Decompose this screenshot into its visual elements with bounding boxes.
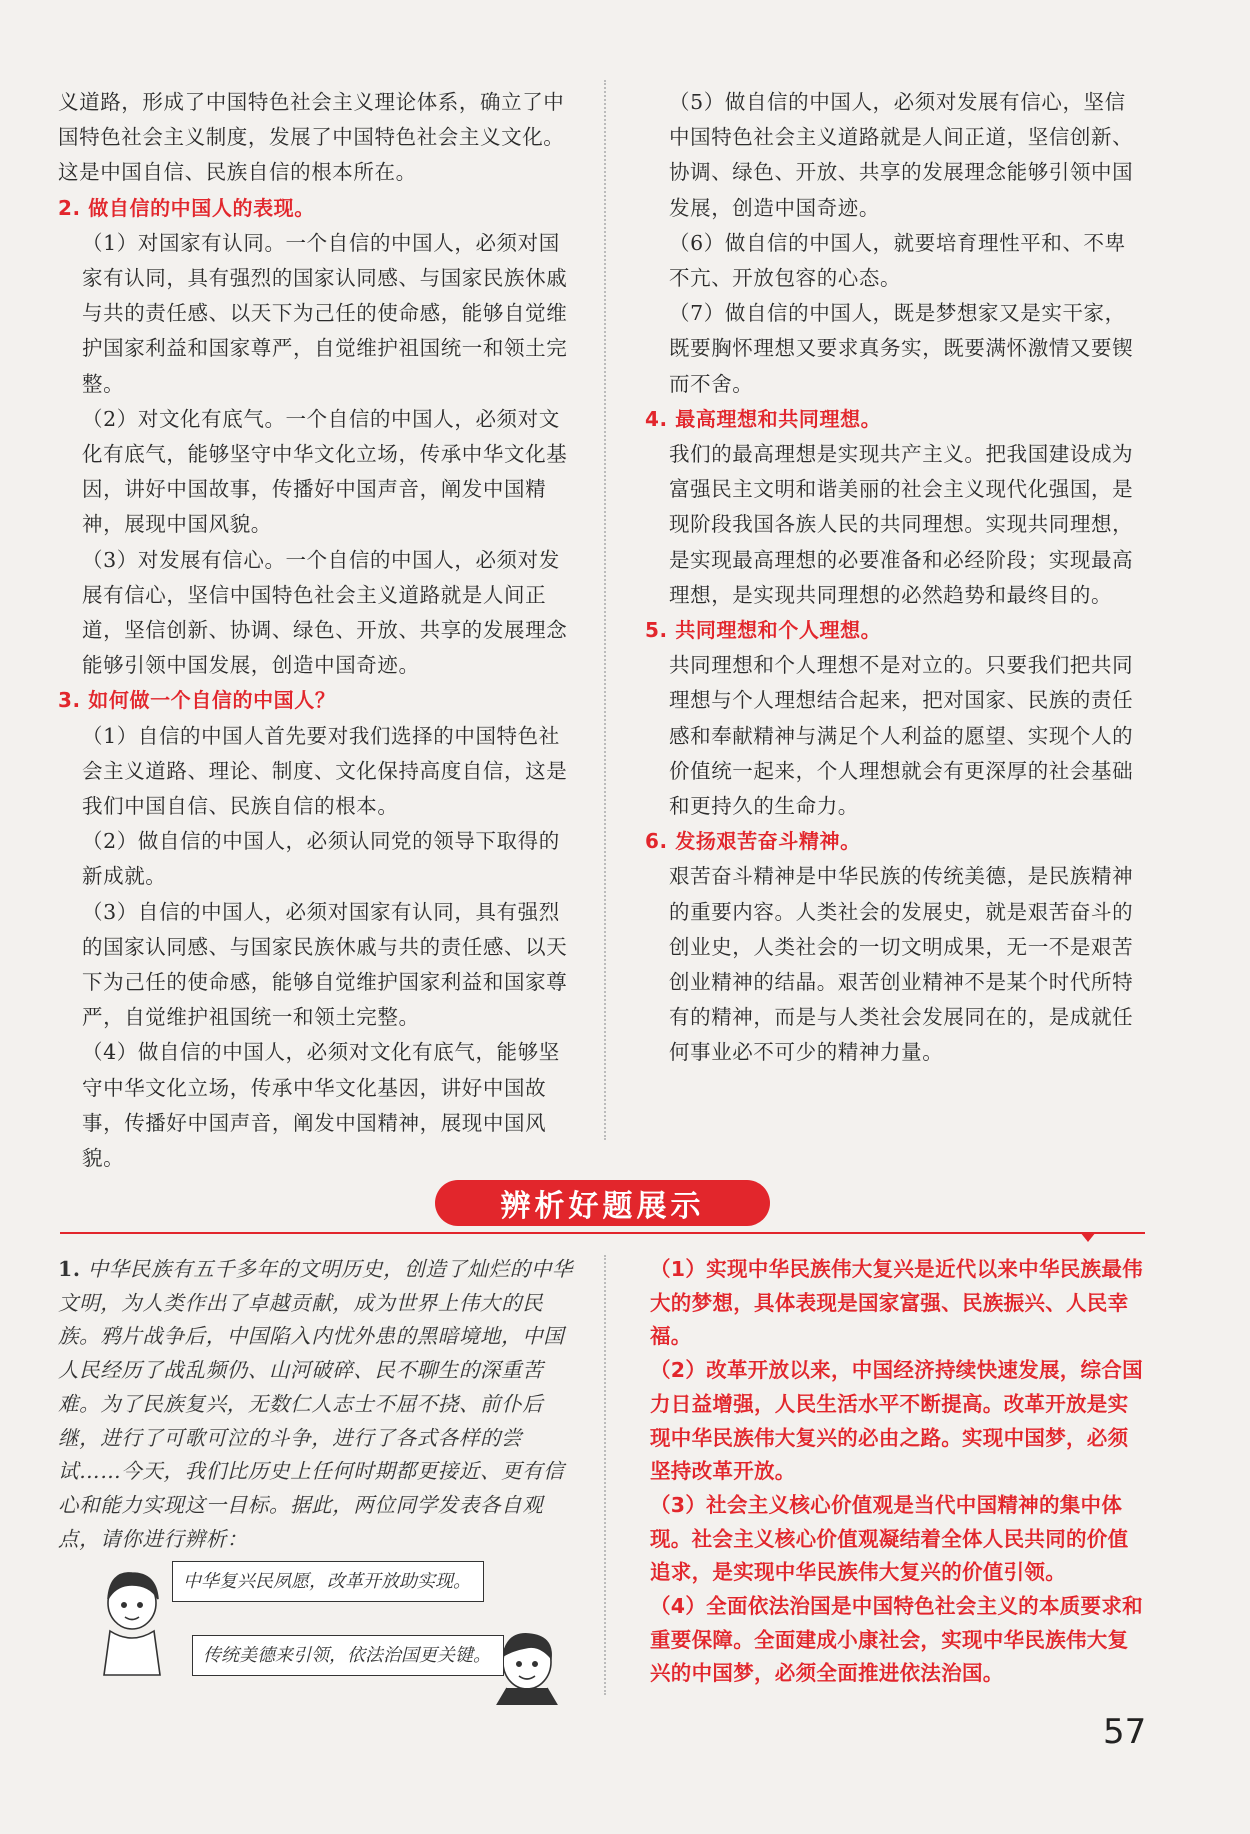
answer-2: （2）改革开放以来，中国经济持续快速发展，综合国力日益增强，人民生活水平不断提高。改革开放是实现中华民族伟大复兴的必由之路。实现中国梦，必须坚持改革开放。 — [650, 1358, 1143, 1484]
answer-3: （3）社会主义核心价值观是当代中国精神的集中体现。社会主义核心价值观凝结着全体人民共同的价值追求，是实现中华民族伟大复兴的价值引领。 — [650, 1492, 1129, 1585]
answer-divider — [604, 1255, 606, 1695]
banner-notch — [1080, 1232, 1096, 1242]
intro-paragraph: 义道路，形成了中国特色社会主义理论体系，确立了中国特色社会主义制度，发展了中国特色社会主义文化。这是中国自信、民族自信的根本所在。 — [58, 90, 565, 185]
heading-6: 6. 发扬艰苦奋斗精神。 — [645, 829, 861, 854]
paragraph-3-7: （7）做自信的中国人，既是梦想家又是实干家，既要胸怀理想又要求真务实，既要满怀激情又要锲而不舍。 — [669, 301, 1134, 396]
question-number: 1. — [58, 1257, 81, 1281]
heading-3: 3. 如何做一个自信的中国人？ — [58, 688, 336, 713]
banner-rule — [60, 1232, 1145, 1234]
paragraph-3-6: （6）做自信的中国人，就要培育理性平和、不卑不亢、开放包容的心态。 — [669, 230, 1126, 291]
section-banner — [60, 1180, 1145, 1235]
paragraph-2-2: （2）对文化有底气。一个自信的中国人，必须对文化有底气，能够坚守中华文化立场，传承中华文化基因，讲好中国故事，传播好中国声音，阐发中国精神，展现中国风貌。 — [82, 406, 568, 537]
paragraph-3-4: （4）做自信的中国人，必须对文化有底气，能够坚守中华文化立场，传承中华文化基因，讲好中国故事，传播好中国声音，阐发中国精神，展现中国风貌。 — [82, 1040, 560, 1171]
paragraph-4: 我们的最高理想是实现共产主义。把我国建设成为富强民主文明和谐美丽的社会主义现代化强国，是现阶段我国各族人民的共同理想。实现共同理想，是实现最高理想的必要准备和必经阶段；实现最高理想，是实现共同理想的必然趋势和最终目的。 — [669, 442, 1134, 607]
discussion-illustration — [100, 1555, 570, 1705]
boy-icon — [497, 1634, 557, 1705]
paragraph-3-2: （2）做自信的中国人，必须认同党的领导下取得的新成就。 — [82, 829, 560, 889]
answer-4: （4）全面依法治国是中国特色社会主义的本质要求和重要保障。全面建成小康社会，实现中华民族伟大复兴的中国梦，必须全面推进依法治国。 — [650, 1594, 1143, 1686]
girl-icon — [104, 1573, 160, 1675]
page-number: 57 — [1103, 1712, 1147, 1752]
heading-5: 5. 共同理想和个人理想。 — [645, 618, 882, 643]
column-divider — [604, 80, 606, 1140]
left-text-column — [58, 85, 580, 1176]
speech-bubble-boy: 传统美德来引领，依法治国更关键。 — [192, 1635, 504, 1676]
heading-4: 4. 最高理想和共同理想。 — [645, 406, 882, 431]
paragraph-6: 艰苦奋斗精神是中华民族的传统美德，是民族精神的重要内容。人类社会的发展史，就是艰苦奋斗的创业史，人类社会的一切文明成果，无一不是艰苦创业精神的结晶。艰苦创业精神不是某个时代所特有的精神，而是与人类社会发展同在的，是成就任何事业必不可少的精神力量。 — [669, 864, 1134, 1065]
paragraph-2-3: （3）对发展有信心。一个自信的中国人，必须对发展有信心，坚信中国特色社会主义道路就是人间正道，坚信创新、协调、绿色、开放、共享的发展理念能够引领中国发展，创造中国奇迹。 — [82, 547, 568, 678]
answer-block — [650, 1253, 1148, 1691]
paragraph-3-3: （3）自信的中国人，必须对国家有认同，具有强烈的国家认同感、与国家民族休戚与共的责任感、以天下为己任的使命感，能够自觉维护国家利益和国家尊严，自觉维护祖国统一和领土完整。 — [82, 899, 568, 1030]
paragraph-3-5: （5）做自信的中国人，必须对发展有信心，坚信中国特色社会主义道路就是人间正道，坚信创新、协调、绿色、开放、共享的发展理念能够引领中国发展，创造中国奇迹。 — [669, 90, 1134, 220]
right-text-column — [645, 85, 1145, 1071]
paragraph-5: 共同理想和个人理想不是对立的。只要我们把共同理想与个人理想结合起来，把对国家、民族的责任感和奉献精神与满足个人利益的愿望、实现个人的价值统一起来，个人理想就会有更深厚的社会基础和更持久的生命力。 — [669, 653, 1134, 819]
paragraph-3-1: （1）自信的中国人首先要对我们选择的中国特色社会主义道路、理论、制度、文化保持高度自信，这是我们中国自信、民族自信的根本。 — [82, 723, 568, 819]
paragraph-2-1: （1）对国家有认同。一个自信的中国人，必须对国家有认同，具有强烈的国家认同感、与国家民族休戚与共的责任感、以天下为己任的使命感，能够自觉维护国家利益和国家尊严，自觉维护祖国统一和领土完整。 — [82, 230, 568, 396]
answer-1: （1）实现中华民族伟大复兴是近代以来中华民族最伟大的梦想，具体表现是国家富强、民族振兴、人民幸福。 — [650, 1257, 1143, 1349]
question-block — [58, 1253, 578, 1556]
heading-2: 2. 做自信的中国人的表现。 — [58, 195, 315, 220]
speech-bubble-girl: 中华复兴民夙愿，改革开放助实现。 — [172, 1561, 484, 1602]
banner-title: 辨析好题展示 — [435, 1180, 770, 1226]
question-text: 中华民族有五千多年的文明历史，创造了灿烂的中华文明，为人类作出了卓越贡献，成为世界上伟大的民族。鸦片战争后，中国陷入内忧外患的黑暗境地，中国人民经历了战乱频仍、山河破碎、民不聊生的深重苦难。为了民族复兴，无数仁人志士不屈不挠、前仆后继，进行了可歌可泣的斗争，进行了各式各样的尝试……今天，我们比历史上任何时期都更接近、更有信心和能力实现这一目标。据此，两位同学发表各自观点，请你进行辨析： — [58, 1257, 574, 1551]
